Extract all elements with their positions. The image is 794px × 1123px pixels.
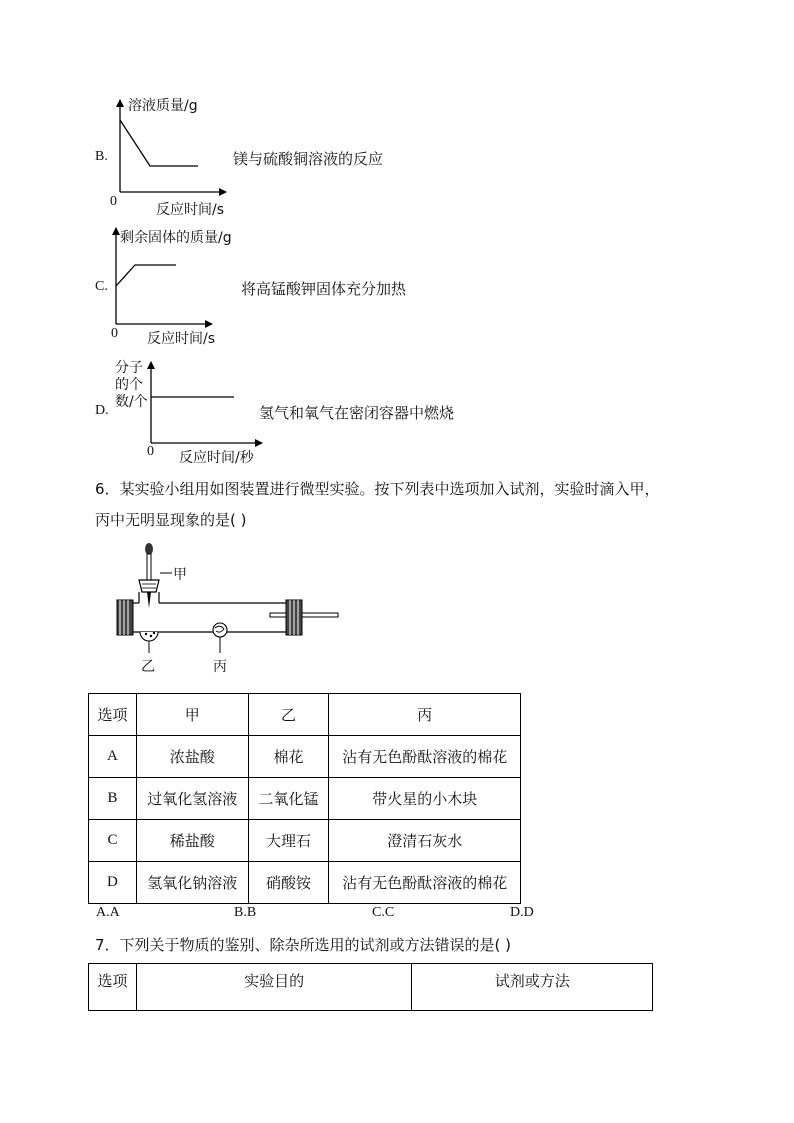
graph-d-xlabel: 反应时间/秒	[179, 450, 254, 466]
table-cell: 过氧化氢溶液	[136, 778, 248, 820]
table-cell: 带火星的小木块	[329, 778, 521, 820]
table-header-row	[89, 964, 653, 1011]
table-cell: 二氧化锰	[248, 778, 329, 820]
table-header-cell: 甲	[136, 694, 248, 736]
table-cell: 沾有无色酚酞溶液的棉花	[329, 862, 521, 904]
apparatus-label-jia: 甲	[173, 567, 187, 583]
graph-c-description: 将高锰酸钾固体充分加热	[241, 280, 407, 298]
graph-c-xlabel: 反应时间/s	[147, 331, 216, 347]
table-cell: A	[89, 736, 137, 778]
question-7-table	[88, 963, 653, 1011]
option-letter-b: B.	[95, 149, 108, 164]
table-cell: 浓盐酸	[136, 736, 248, 778]
answer-option-a[interactable]: A.A	[96, 905, 120, 920]
graph-b-origin: 0	[110, 194, 117, 209]
graph-b-description: 镁与硫酸铜溶液的反应	[233, 150, 384, 168]
table-cell: 硝酸铵	[248, 862, 329, 904]
graph-b-xlabel: 反应时间/s	[156, 202, 225, 218]
table-header-cell: 实验目的	[136, 964, 411, 1011]
table-cell: 大理石	[248, 820, 329, 862]
option-letter-c: C.	[95, 279, 108, 294]
graph-d-ylabel-1: 分子	[115, 360, 143, 376]
answer-option-d[interactable]: D.D	[510, 905, 534, 920]
table-cell: 沾有无色酚酞溶液的棉花	[329, 736, 521, 778]
option-letter-d: D.	[95, 403, 109, 418]
table-cell: 棉花	[248, 736, 329, 778]
table-cell: D	[89, 862, 137, 904]
table-cell: C	[89, 820, 137, 862]
answer-option-c[interactable]: C.C	[372, 905, 395, 920]
graph-c-ylabel: 剩余固体的质量/g	[120, 230, 232, 246]
table-header-cell: 试剂或方法	[412, 964, 653, 1011]
left-plug	[117, 600, 133, 635]
table-row	[89, 820, 521, 862]
question-6-line-1: 6．某实验小组用如图装置进行微型实验。按下列表中选项加入试剂，实验时滴入甲，	[95, 480, 660, 498]
table-header-row	[89, 694, 521, 736]
table-header-cell: 选项	[89, 694, 137, 736]
graph-d-ylabel-2: 的个	[115, 377, 143, 393]
graph-c-origin: 0	[111, 326, 118, 341]
table-cell: B	[89, 778, 137, 820]
graph-d-origin: 0	[147, 444, 154, 459]
table-row	[89, 778, 521, 820]
graph-b-ylabel: 溶液质量/g	[128, 98, 198, 114]
table-cell: 稀盐酸	[136, 820, 248, 862]
apparatus-label-bing: 丙	[213, 659, 227, 675]
apparatus-label-yi: 乙	[141, 659, 155, 675]
table-header-cell: 选项	[89, 964, 137, 1011]
question-6-table	[88, 693, 521, 904]
table-header-cell: 丙	[329, 694, 521, 736]
table-row	[89, 862, 521, 904]
dropper-stopper	[139, 580, 159, 592]
table-header-cell: 乙	[248, 694, 329, 736]
well-yi	[140, 632, 158, 641]
table-cell: 澄清石灰水	[329, 820, 521, 862]
dropper-bulb	[145, 543, 153, 555]
graph-d-description: 氢气和氧气在密闭容器中燃烧	[259, 404, 455, 422]
question-7-line-1: 7．下列关于物质的鉴别、除杂所选用的试剂或方法错误的是( )	[95, 936, 512, 954]
graph-d-ylabel-3: 数/个	[115, 394, 148, 410]
table-row	[89, 736, 521, 778]
cotton-bing	[213, 623, 227, 637]
question-6-line-2: 丙中无明显现象的是( )	[95, 511, 247, 529]
table-cell: 氢氧化钠溶液	[136, 862, 248, 904]
answer-option-b[interactable]: B.B	[234, 905, 257, 920]
